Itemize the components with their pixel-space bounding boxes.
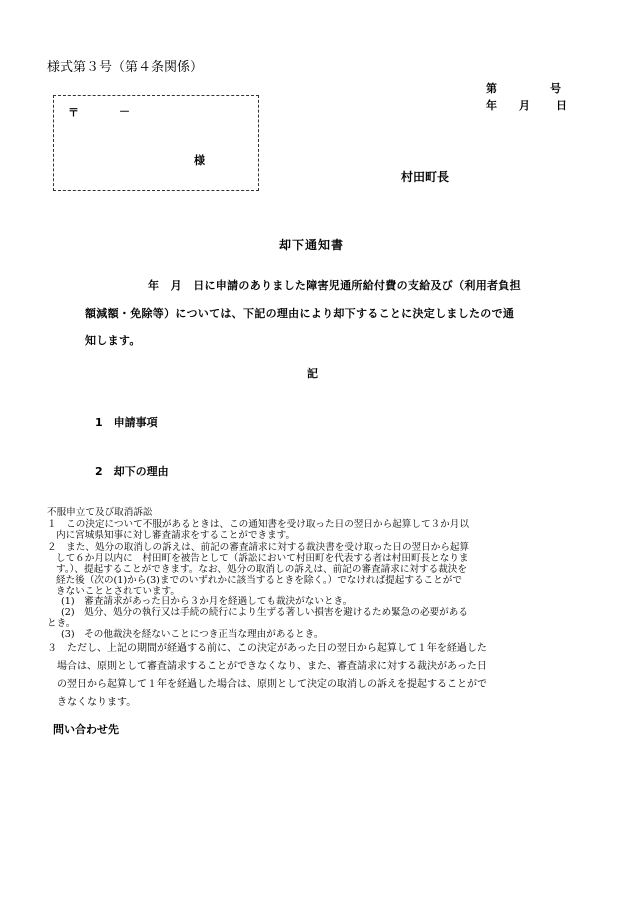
appeal-subitem: とき。 xyxy=(47,618,76,629)
appeal-paragraph-line: １ この決定について不服があるときは、この通知書を受け取った日の翌日から起算して３か月以 xyxy=(47,519,469,530)
appeal-subitem: (1) 審査請求があった日から３か月を経過しても裁決がないとき。 xyxy=(61,596,353,607)
appeal-paragraph-line: きないこととされています。 xyxy=(56,586,180,597)
item-rejection-reason: 2 却下の理由 xyxy=(95,465,169,478)
appeal-paragraph-line: ３ ただし、上記の期間が経過する前に、この決定があった日の翌日から起算して１年を経過した xyxy=(47,643,487,654)
appeal-paragraph-line: の翌日から起算して１年を経過した場合は、原則として決定の取消しの訴えを提起することがで xyxy=(57,679,487,690)
document-number-suffix: 号 xyxy=(550,82,561,95)
appeal-paragraph-line: す。）、提起することができます。なお、処分の取消しの訴えは、前記の審査請求に対する裁決を xyxy=(56,564,467,575)
appeal-paragraph-line: して６か月以内に 村田町を被告として（訴訟において村田町を代表する者は村田町長となりま xyxy=(56,553,469,564)
document-title: 却下通知書 xyxy=(279,238,345,252)
body-line: 知します。 xyxy=(85,334,141,347)
appeal-paragraph-line: 経た後（次の(1)から(3)までのいずれかに該当するときを除く。）でなければ提起することがで xyxy=(56,575,462,586)
document-number-prefix: 第 xyxy=(486,82,497,95)
item-application-matter: 1 申請事項 xyxy=(95,416,158,429)
postal-mark: 〒 xyxy=(68,106,79,119)
appeal-paragraph-line: 場合は、原則として審査請求することができなくなり、また、審査請求に対する裁決があった日 xyxy=(57,661,487,672)
contact-label: 問い合わせ先 xyxy=(53,723,119,736)
date-day-label: 日 xyxy=(556,99,567,112)
appeal-paragraph-line: 内に宮城県知事に対し審査請求をすることができます。 xyxy=(56,530,296,541)
appeal-paragraph-line: きなくなります。 xyxy=(57,697,137,708)
postal-code-dash: － xyxy=(119,105,130,118)
body-line: 額減額・免除等）については、下記の理由により却下することに決定しましたので通 xyxy=(85,307,515,320)
appeal-paragraph-line: ２ また、処分の取消しの訴えは、前記の審査請求に対する裁決書を受け取った日の翌日から起算 xyxy=(47,542,470,553)
issuer-name: 村田町長 xyxy=(401,170,450,184)
recipient-address-box xyxy=(53,95,259,191)
appeal-subitem: (3) その他裁決を経ないことにつき正当な理由があるとき。 xyxy=(61,629,324,640)
recipient-honorific: 様 xyxy=(194,154,205,167)
form-number: 様式第３号（第４条関係） xyxy=(47,60,204,75)
date-year-label: 年 xyxy=(486,99,497,112)
appeal-heading: 不服申立て及び取消訴訟 xyxy=(47,507,153,518)
body-line: 年 月 日に申請のありました障害児通所給付費の支給及び（利用者負担 xyxy=(148,279,521,292)
date-month-label: 月 xyxy=(519,99,530,112)
ki-heading: 記 xyxy=(307,367,318,380)
appeal-subitem: (2) 処分、処分の執行又は手続の続行により生ずる著しい損害を避けるため緊急の必要がある xyxy=(61,607,468,618)
